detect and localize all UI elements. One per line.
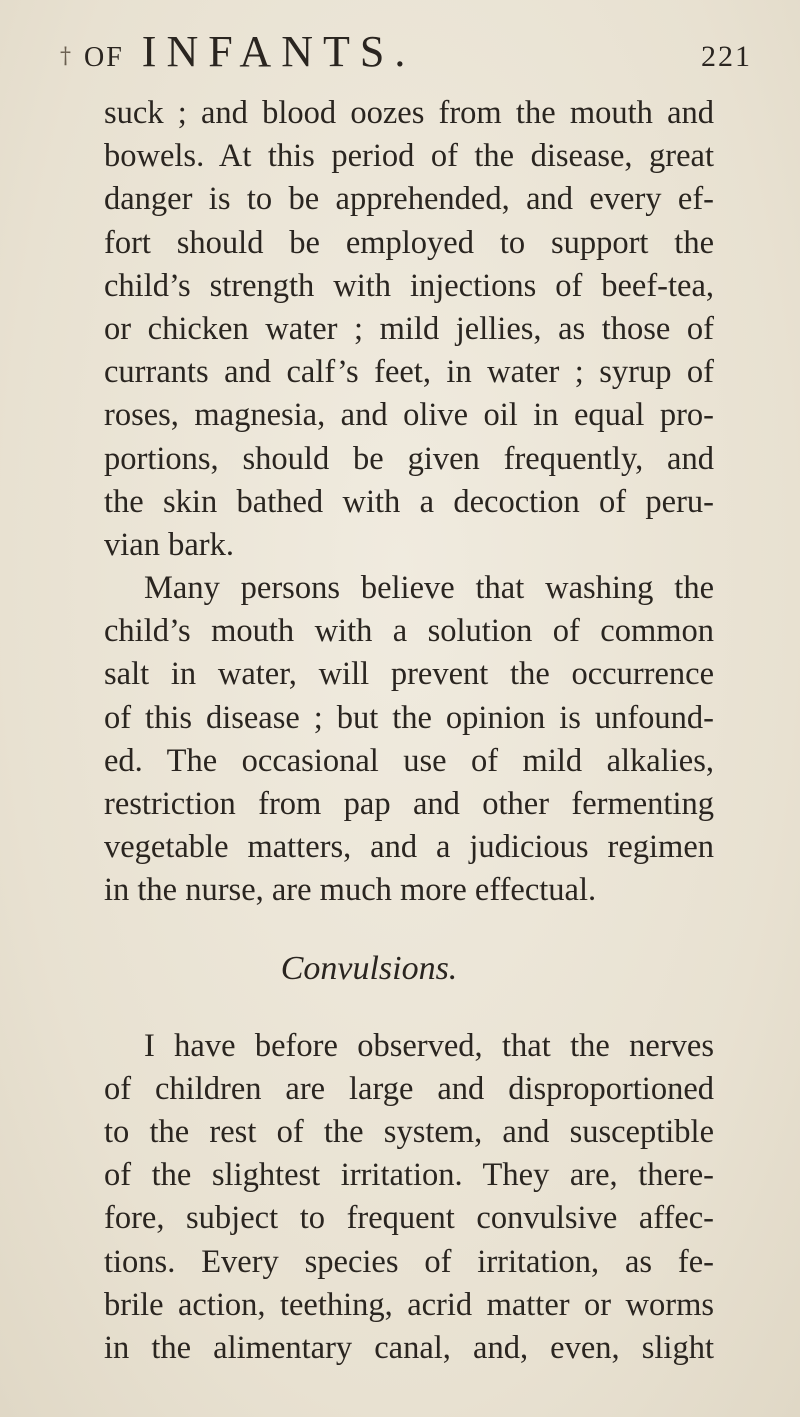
text-line: child’s strength with injections of beef-tea, xyxy=(104,267,714,304)
paragraph-1 xyxy=(104,92,714,567)
page-number: 221 xyxy=(701,40,752,73)
text-line: salt in water, will prevent the occurrence xyxy=(104,656,714,693)
text-line: Many persons believe that washing the xyxy=(144,570,714,607)
text-line: ed. The occasional use of mild alkalies, xyxy=(104,742,714,779)
text-line: brile action, teething, acrid matter or worms xyxy=(104,1286,714,1323)
text-line: I have before observed, that the nerves xyxy=(144,1027,714,1064)
text-line: fore, subject to frequent convulsive affec- xyxy=(104,1200,714,1237)
text-line: vian bark. xyxy=(104,526,234,563)
running-title xyxy=(84,26,415,77)
text-line: roses, magnesia, and olive oil in equal pro- xyxy=(104,397,714,434)
text-line: the skin bathed with a decoction of peru- xyxy=(104,483,714,520)
printer-mark: † xyxy=(60,44,71,69)
text-line: of the slightest irritation. They are, there- xyxy=(104,1157,714,1194)
text-line: of this disease ; but the opinion is unfound- xyxy=(104,699,714,736)
text-line: tions. Every species of irritation, as fe- xyxy=(104,1243,714,1280)
text-line: in the alimentary canal, and, even, slight xyxy=(104,1329,714,1366)
text-line: of children are large and disproportioned xyxy=(104,1070,714,1107)
body-text xyxy=(104,92,714,1370)
text-line: to the rest of the system, and susceptible xyxy=(104,1113,714,1150)
text-line: restriction from pap and other fermenting xyxy=(104,786,714,822)
text-line: or chicken water ; mild jellies, as those of xyxy=(104,310,714,347)
section-heading: Convulsions. xyxy=(280,949,458,987)
text-line: fort should be employed to support the xyxy=(104,224,714,261)
text-line: suck ; and blood oozes from the mouth and xyxy=(104,95,714,131)
text-line: vegetable matters, and a judicious regimen xyxy=(104,829,714,866)
running-header xyxy=(60,26,760,86)
text-line: portions, should be given frequently, and xyxy=(104,440,714,477)
running-title-main: INFANTS. xyxy=(141,27,416,76)
text-line: danger is to be apprehended, and every ef- xyxy=(104,181,714,218)
paragraph-2 xyxy=(104,567,714,913)
text-line: currants and calf’s feet, in water ; syrup of xyxy=(104,354,714,391)
paragraph-3 xyxy=(104,1025,714,1371)
text-line: child’s mouth with a solution of common xyxy=(104,613,714,650)
text-line: in the nurse, are much more effectual. xyxy=(104,872,597,909)
text-line: bowels. At this period of the disease, great xyxy=(104,138,714,175)
running-title-of: OF xyxy=(84,42,124,73)
